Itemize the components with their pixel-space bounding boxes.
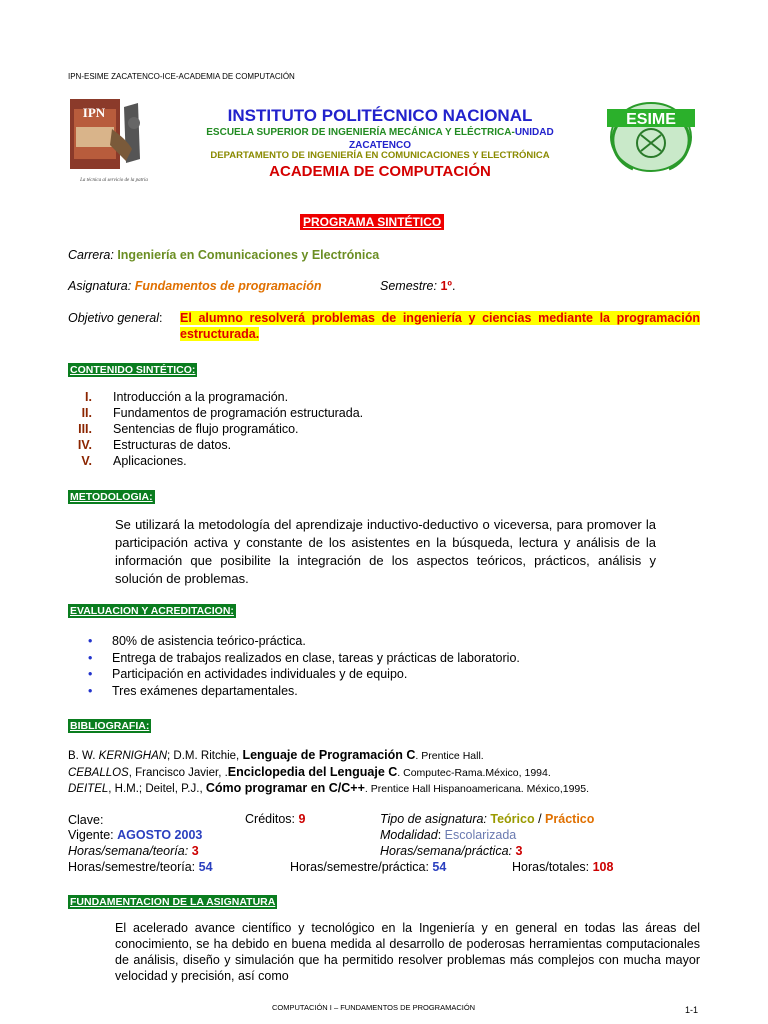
clave-field: Clave: [68,813,104,827]
bibliography-item: CEBALLOS, Francisco Javier, .Enciclopedia del Lenguaje C. Computec-Rama.México, 1994. [68,765,551,779]
svg-text:La técnica al servicio de la p: La técnica al servicio de la patria [80,178,148,183]
evaluation-item: • Participación en actividades individuales y de equipo. [88,667,408,681]
hours-week-theory: Horas/semana/teoría: 3 [68,844,199,858]
hours-week-practice: Horas/semana/práctica: 3 [380,844,523,858]
hours-semester-theory: Horas/semestre/teoría: 54 [68,860,213,874]
hours-total: Horas/totales: 108 [512,860,614,874]
content-item: III. Sentencias de flujo programático. [78,422,299,436]
foundation-text: El acelerado avance científico y tecnológico en la Ingeniería y en general en todas las áreas del conocimiento, se ha debido en buena medida al desarrollo de poderosas herramientas computacionales de análisis, diseño y simulación que ha permitido resolver problemas más complejos con mucha mayor velocidad y precisión, así como [115,921,700,983]
vigente-field: Vigente: AGOSTO 2003 [68,828,203,842]
program-title: PROGRAMA SINTÉTICO [300,214,444,230]
foundation-heading: FUNDAMENTACION DE LA ASIGNATURA [70,896,276,908]
content-item: IV. Estructuras de datos. [77,438,232,452]
school-name: ESCUELA SUPERIOR DE INGENIERÍA MECÁNICA Y ELÉCTRICA-UNIDAD ZACATENCO [206,127,554,151]
content-item: V. Aplicaciones. [81,454,187,468]
evaluation-item: • Tres exámenes departamentales. [88,684,298,698]
objective-label: Objetivo general: [68,311,163,325]
page-number: 1-1 [685,1005,699,1015]
hours-semester-practice: Horas/semestre/práctica: 54 [290,860,447,874]
svg-text:ESIME: ESIME [626,111,676,128]
content-item: II. Fundamentos de programación estructurada. [81,406,364,420]
header-note: IPN-ESIME ZACATENCO-ICE-ACADEMIA DE COMPUTACIÓN [68,72,295,81]
institute-name: INSTITUTO POLITÉCNICO NACIONAL [227,106,533,125]
evaluation-item: • Entrega de trabajos realizados en clase, tareas y prácticas de laboratorio. [88,651,520,665]
esime-logo [603,99,699,175]
department-name: DEPARTAMENTO DE INGENIERÍA EN COMUNICACIONES Y ELECTRÓNICA [210,150,550,161]
methodology-heading: METODOLOGIA: [70,491,153,503]
contents-heading: CONTENIDO SINTÉTICO: [70,364,196,376]
bibliography-item: B. W. KERNIGHAN; D.M. Ritchie, Lenguaje de Programación C. Prentice Hall. [68,748,484,762]
page-footer: COMPUTACIÓN I – FUNDAMENTOS DE PROGRAMACIÓN [272,1003,476,1012]
svg-text:IPN: IPN [82,105,106,120]
evaluation-heading: EVALUACION Y ACREDITACION: [70,605,234,617]
modalidad-field: Modalidad: Escolarizada [380,828,517,842]
methodology-text: Se utilizará la metodología del aprendizaje inductivo-deductivo o viceversa, para promover la participación activa y constante de los asistentes en la búsqueda, lectura y análisis de la información que posibilite la integración de los aspectos teóricos, prácticos, análisis y solución de problemas. [115,517,656,586]
semester-line: Semestre: 1º. [380,279,456,293]
bibliography-heading: BIBLIOGRAFIA: [70,720,150,732]
academy-name: ACADEMIA DE COMPUTACIÓN [269,163,491,180]
subject-line: Asignatura: Fundamentos de programación [68,279,322,293]
objective-text: El alumno resolverá problemas de ingeniería y ciencias mediante la programación estructurada. [180,311,700,341]
creditos-field: Créditos: 9 [245,812,306,826]
evaluation-item: • 80% de asistencia teórico-práctica. [88,634,306,648]
bibliography-item: DEITEL, H.M.; Deitel, P.J., Cómo programar en C/C++. Prentice Hall Hispanoamericana. México,1995. [68,781,590,795]
content-item: I. Introducción a la programación. [85,390,289,404]
ipn-logo [66,99,169,189]
career-line: Carrera: Ingeniería en Comunicaciones y Electrónica [68,248,380,262]
tipo-field: Tipo de asignatura: Teórico / Práctico [380,812,595,826]
